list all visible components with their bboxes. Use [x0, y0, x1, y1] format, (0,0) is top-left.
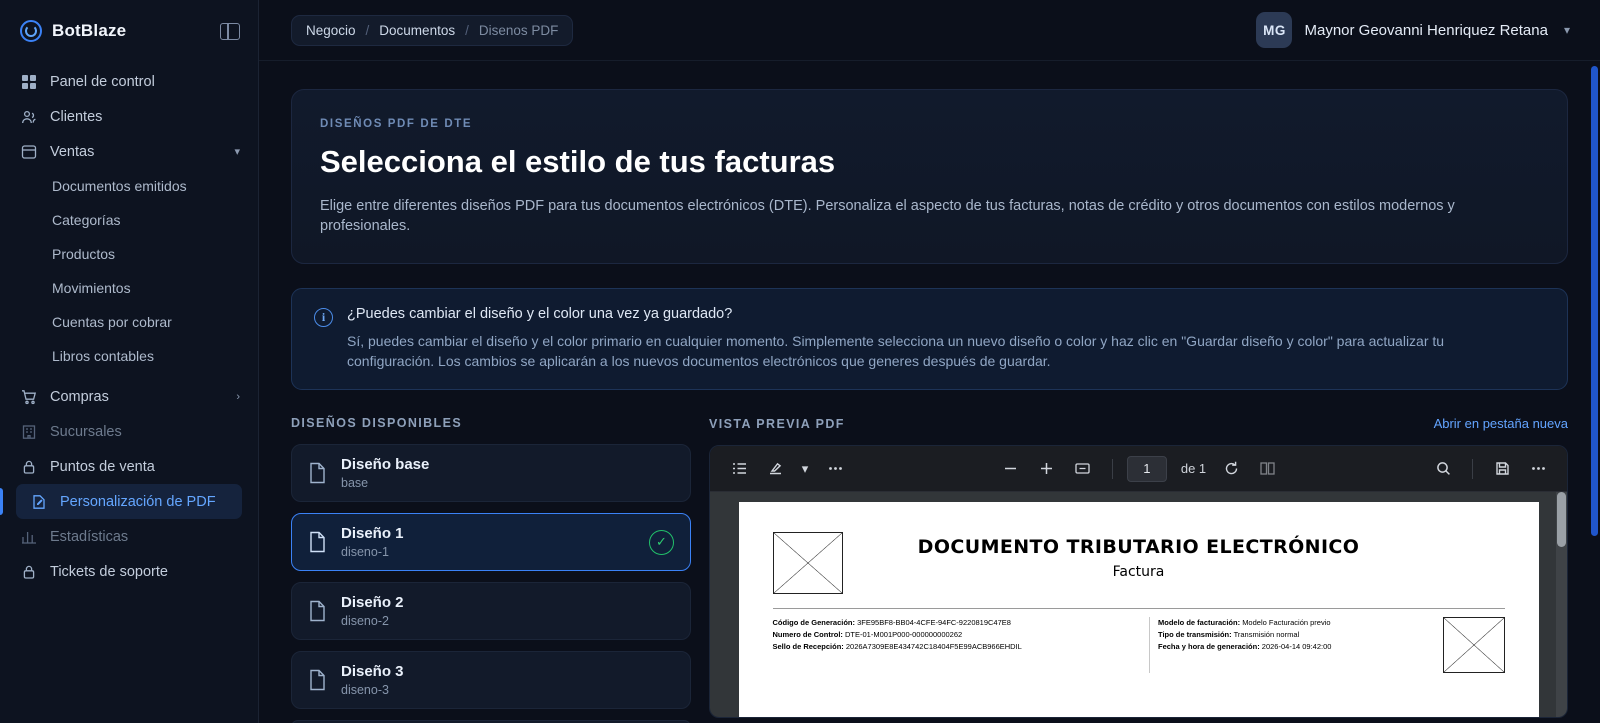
pdf-field-value: 2026-04-14 09:42:00 — [1261, 641, 1332, 651]
pdf-document-page — [739, 502, 1539, 717]
sidebar-sub-label: Documentos emitidos — [52, 178, 187, 194]
notice-answer: Sí, puedes cambiar el diseño y el color primario en cualquier momento. Simplemente selecciona un nuevo diseño o color y haz clic en "Guardar diseño y color" para actualizar tu configuración. Los cambios se aplicarán a los nuevos documentos electrónicos que generes después de guardar. — [347, 332, 1445, 370]
sidebar-item-label: Personalización de PDF — [60, 493, 216, 510]
sidebar-nav — [0, 64, 258, 589]
pdf-field-label: Fecha y hora de generación: — [1158, 641, 1260, 651]
breadcrumb-item-documentos[interactable]: Documentos — [379, 22, 456, 38]
toolbar-separator-2 — [1472, 459, 1473, 479]
designs-heading: DISEÑOS DISPONIBLES — [291, 416, 463, 431]
design-title: Diseño 2 — [341, 593, 404, 611]
sidebar-item-categorias[interactable] — [0, 203, 258, 237]
pdf-field-columns — [773, 617, 1505, 673]
sidebar-sub-label: Productos — [52, 246, 116, 262]
design-title: Diseño 1 — [341, 524, 404, 542]
sidebar-item-ventas[interactable] — [0, 134, 258, 169]
breadcrumb-item-disenos-pdf[interactable]: Disenos PDF — [478, 22, 559, 38]
dashboard-icon — [20, 73, 37, 90]
brand — [0, 12, 258, 64]
sidebar-item-productos[interactable] — [0, 237, 258, 271]
design-slug: base — [341, 475, 369, 490]
hero-banner — [291, 89, 1568, 264]
pdf-toolbar — [710, 446, 1567, 492]
pdf-field — [773, 629, 1120, 641]
page-content — [259, 61, 1600, 723]
page-title: Selecciona el estilo de tus facturas — [320, 144, 836, 179]
pdf-field-label: Tipo de transmisión: — [1158, 630, 1232, 640]
chevron-down-icon[interactable]: ▾ — [801, 460, 809, 476]
sidebar-item-label: Estadísticas — [50, 528, 129, 545]
breadcrumb-item-negocio[interactable]: Negocio — [306, 22, 356, 38]
pdf-field-value: DTE-01-M001P000-000000000262 — [845, 630, 963, 640]
check-circle-icon: ✓ — [649, 530, 674, 555]
page-total-label: de 1 — [1180, 461, 1207, 477]
sidebar-sub-label: Movimientos — [52, 280, 131, 296]
pdf-title: DOCUMENTO TRIBUTARIO ELECTRÓNICO — [917, 536, 1360, 559]
chart-icon — [20, 528, 37, 545]
sidebar-item-label: Puntos de venta — [50, 458, 155, 475]
pdf-sidebar-icon[interactable] — [724, 455, 754, 483]
sidebar-sub-label: Libros contables — [52, 348, 154, 364]
open-new-tab-link[interactable]: Abrir en pestaña nueva — [1433, 416, 1568, 432]
breadcrumb-separator: / — [465, 22, 469, 38]
preview-heading: VISTA PREVIA PDF — [709, 416, 845, 431]
building-icon — [20, 423, 37, 440]
users-icon — [20, 108, 37, 125]
pdf-scroll-thumb[interactable] — [1557, 492, 1566, 547]
sidebar-item-compras[interactable] — [0, 379, 258, 414]
preview-column — [709, 416, 1568, 723]
info-icon: i — [314, 308, 333, 327]
breadcrumb — [291, 15, 573, 46]
sidebar-sub-label: Cuentas por cobrar — [52, 314, 172, 330]
topbar — [259, 0, 1600, 61]
tag-icon — [20, 143, 37, 160]
more-vertical-icon[interactable] — [1523, 455, 1553, 483]
save-icon[interactable] — [1487, 455, 1517, 483]
sidebar-item-puntos-de-venta[interactable] — [0, 449, 258, 484]
hero-description: Elige entre diferentes diseños PDF para tus documentos electrónicos (DTE). Personaliza el aspecto de tus facturas, notas de crédito y otros documentos con estilos modernos y profesionales. — [320, 197, 1455, 235]
two-column-area — [291, 416, 1568, 723]
pdf-header-row — [773, 532, 1505, 594]
pdf-field-value: 3FE95BF8-BB04-4CFE-94FC-9220819C47E8 — [857, 618, 1011, 628]
document-icon — [308, 531, 327, 553]
pdf-left-fields — [773, 617, 1120, 673]
dual-page-icon[interactable] — [1252, 455, 1282, 483]
pdf-field — [1158, 641, 1433, 653]
pdf-field — [1158, 617, 1433, 629]
pdf-divider — [773, 608, 1505, 609]
sidebar — [0, 0, 259, 723]
pdf-field-value: 2026A7309E8E434742C18404F5E99ACB966EHDIL — [845, 641, 1022, 651]
cart-icon — [20, 388, 37, 405]
pdf-field-label: Sello de Recepción: — [772, 641, 844, 651]
design-title: Diseño 3 — [341, 662, 404, 680]
design-slug: diseno-3 — [341, 682, 389, 697]
pdf-field-label: Código de Generación: — [772, 618, 856, 628]
design-card-diseno-3[interactable] — [291, 651, 691, 709]
sidebar-sub-label: Categorías — [52, 212, 121, 228]
info-notice — [291, 288, 1568, 391]
sidebar-item-label: Ventas — [50, 143, 95, 160]
design-title: Diseño base — [341, 455, 430, 473]
sidebar-item-clientes[interactable] — [0, 99, 258, 134]
image-placeholder-icon — [773, 532, 843, 594]
sidebar-item-cuentas-por-cobrar[interactable] — [0, 305, 258, 339]
sidebar-item-panel-de-control[interactable] — [0, 64, 258, 99]
lock-icon — [20, 458, 37, 475]
document-icon — [308, 600, 327, 622]
hero-eyebrow: DISEÑOS PDF DE DTE — [320, 118, 473, 130]
pdf-edit-icon — [30, 493, 47, 510]
sidebar-item-label: Clientes — [50, 108, 103, 125]
pdf-field — [1158, 629, 1433, 641]
minus-icon[interactable] — [996, 455, 1026, 483]
chevron-right-icon: › — [236, 390, 240, 403]
design-card-diseno-2[interactable] — [291, 582, 691, 640]
sidebar-item-personalizacion-de-pdf[interactable] — [16, 484, 242, 519]
pdf-subtitle: Factura — [1112, 563, 1165, 580]
sidebar-item-label: Panel de control — [50, 73, 155, 90]
pdf-field-label: Modelo de facturación: — [1158, 618, 1241, 628]
avatar: MG — [1256, 12, 1292, 48]
sidebar-item-libros-contables[interactable] — [0, 339, 258, 373]
document-icon — [308, 462, 327, 484]
pdf-viewer — [709, 445, 1568, 718]
sidebar-item-documentos-emitidos[interactable] — [0, 169, 258, 203]
lock-icon — [20, 563, 37, 580]
designs-column — [291, 416, 691, 723]
plus-icon[interactable] — [1032, 455, 1062, 483]
document-icon — [308, 669, 327, 691]
brand-name: BotBlaze — [52, 21, 127, 40]
notice-question: ¿Puedes cambiar el diseño y el color una vez ya guardado? — [347, 305, 733, 322]
fit-page-icon[interactable] — [1068, 455, 1098, 483]
sidebar-item-label: Sucursales — [50, 423, 122, 440]
user-name: Maynor Geovanni Henriquez Retana — [1304, 21, 1548, 39]
pdf-field-label: Numero de Control: — [772, 630, 843, 640]
chevron-down-icon[interactable]: ▾ — [1563, 23, 1570, 37]
sidebar-item-label: Tickets de soporte — [50, 563, 168, 580]
spiral-logo-icon — [20, 20, 42, 42]
pdf-right-fields — [1149, 617, 1505, 673]
qr-placeholder-icon — [1443, 617, 1505, 673]
sidebar-item-estadisticas[interactable] — [0, 519, 258, 554]
design-slug: diseno-2 — [341, 613, 389, 628]
pdf-field-value: Transmisión normal — [1233, 630, 1300, 640]
pdf-field-value: Modelo Facturación previo — [1242, 618, 1331, 628]
toolbar-separator — [1112, 459, 1113, 479]
pdf-field — [773, 641, 1120, 653]
panel-toggle-icon[interactable] — [220, 23, 240, 40]
main-area — [259, 0, 1600, 723]
sidebar-item-label: Compras — [50, 388, 109, 405]
more-horizontal-icon[interactable] — [820, 455, 850, 483]
pdf-scrollbar[interactable] — [1556, 492, 1567, 717]
pdf-page-area — [710, 492, 1567, 717]
sidebar-item-sucursales[interactable] — [0, 414, 258, 449]
pdf-field — [773, 617, 1120, 629]
design-card-base[interactable] — [291, 444, 691, 502]
page-number-input[interactable]: 1 — [1127, 456, 1167, 482]
breadcrumb-separator: / — [365, 22, 370, 38]
user-menu[interactable] — [1256, 12, 1570, 48]
preview-heading-row — [709, 416, 1568, 431]
design-slug: diseno-1 — [341, 544, 389, 559]
page-scrollbar[interactable] — [1591, 66, 1598, 536]
chevron-down-icon: ▾ — [234, 146, 240, 158]
highlight-icon[interactable] — [760, 455, 790, 483]
search-icon[interactable] — [1428, 455, 1458, 483]
design-card-diseno-1[interactable] — [291, 513, 691, 571]
pdf-title-block — [843, 532, 1435, 579]
sidebar-item-tickets-de-soporte[interactable] — [0, 554, 258, 589]
sidebar-item-movimientos[interactable] — [0, 271, 258, 305]
rotate-icon[interactable] — [1216, 455, 1246, 483]
